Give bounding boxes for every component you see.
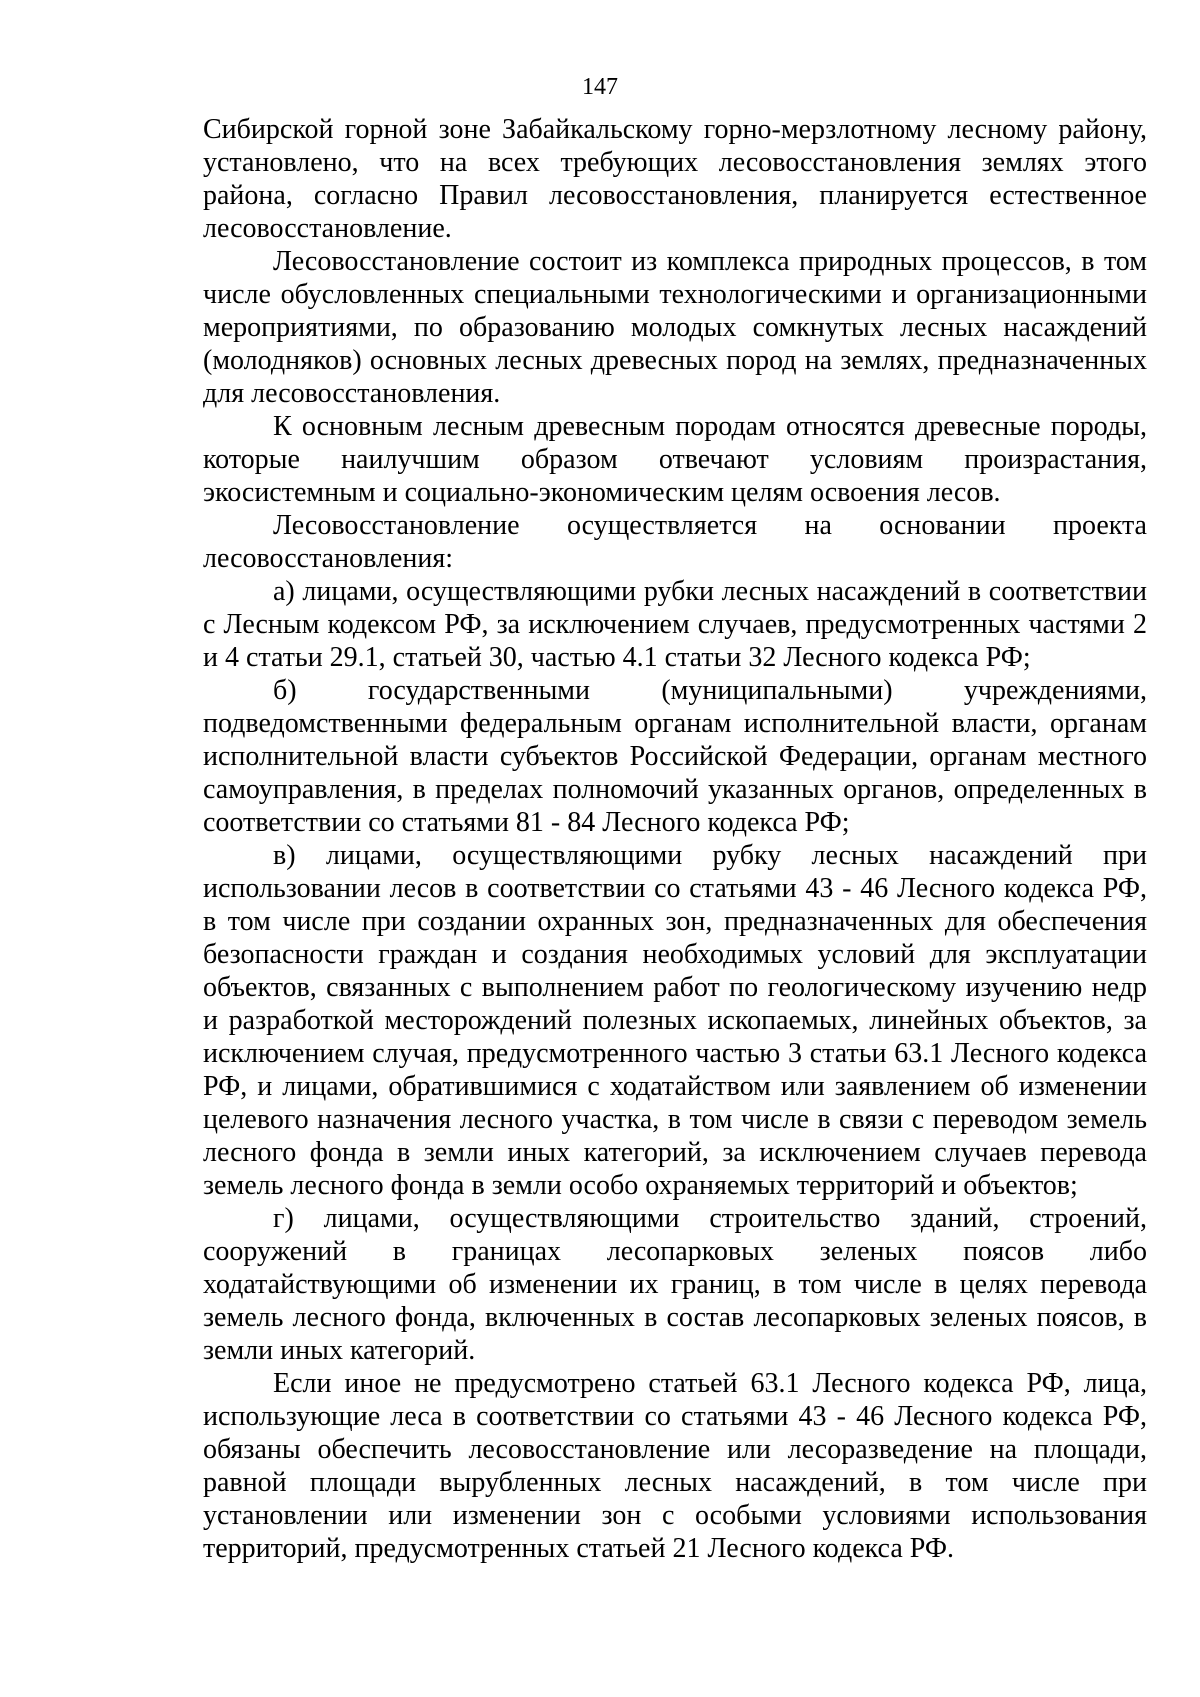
list-item-v: в) лицами, осуществляющими рубку лесных насаждений при использовании лесов в соответствии со статьями 43 - 46 Лесного кодекса РФ, в том числе при создании охранных зон, предназначенных для обеспечения безопасности граждан и создания необходимых условий для эксплуатации объектов, связанных с выполнением работ по геологическому изучению недр и разработкой месторождений полезных ископаемых, линейных объектов, за исключением случая, предусмотренного частью 3 статьи 63.1 Лесного кодекса РФ, и лицами, обратившимися с ходатайством или заявлением об изменении целевого назначения лесного участка, в том числе в связи с переводом земель лесного фонда в земли иных категорий, за исключением случаев перевода земель лесного фонда в земли особо охраняемых территорий и объектов; — [203, 840, 1147, 1201]
paragraph-project-basis: Лесовосстановление осуществляется на основании проекта лесовосстановления: — [203, 510, 1147, 574]
list-item-b: б) государственными (муниципальными) учреждениями, подведомственными федеральным органам исполнительной власти, органам исполнительной власти субъектов Российской Федерации, органам местного самоуправления, в пределах полномочий указанных органов, определенных в соответствии со статьями 81 - 84 Лесного кодекса РФ; — [203, 675, 1147, 838]
paragraph-continuation: Сибирской горной зоне Забайкальскому горно-мерзлотному лесному району, установлено, что на всех требующих лесовосстановления землях этого района, согласно Правил лесовосстановления, планируется естественное лесовосстановление. — [203, 114, 1147, 244]
list-item-g: г) лицами, осуществляющими строительство зданий, строений, сооружений в границах лесопарковых зеленых поясов либо ходатайствующими об изменении их границ, в том числе в целях перевода земель лесного фонда, включенных в состав лесопарковых зеленых поясов, в земли иных категорий. — [203, 1203, 1147, 1366]
list-item-a: а) лицами, осуществляющими рубки лесных насаждений в соответствии с Лесным кодексом РФ, за исключением случаев, предусмотренных частями 2 и 4 статьи 29.1, статьей 30, частью 4.1 статьи 32 Лесного кодекса РФ; — [203, 576, 1147, 673]
paragraph-obligations: Если иное не предусмотрено статьей 63.1 Лесного кодекса РФ, лица, использующие леса в соответствии со статьями 43 - 46 Лесного кодекса РФ, обязаны обеспечить лесовосстановление или лесоразведение на площади, равной площади вырубленных лесных насаждений, в том числе при установлении или изменении зон с особыми условиями использования территорий, предусмотренных статьей 21 Лесного кодекса РФ. — [203, 1368, 1147, 1564]
page-number: 147 — [582, 74, 618, 100]
paragraph-main-species: К основным лесным древесным породам относятся древесные породы, которые наилучшим образом отвечают условиям произрастания, экосистемным и социально-экономическим целям освоения лесов. — [203, 411, 1147, 508]
paragraph-reforestation-definition: Лесовосстановление состоит из комплекса природных процессов, в том числе обусловленных специальными технологическими и организационными мероприятиями, по образованию молодых сомкнутых лесных насаждений (молодняков) основных лесных древесных пород на землях, предназначенных для лесовосстановления. — [203, 246, 1147, 409]
document-body — [203, 113, 1147, 1565]
